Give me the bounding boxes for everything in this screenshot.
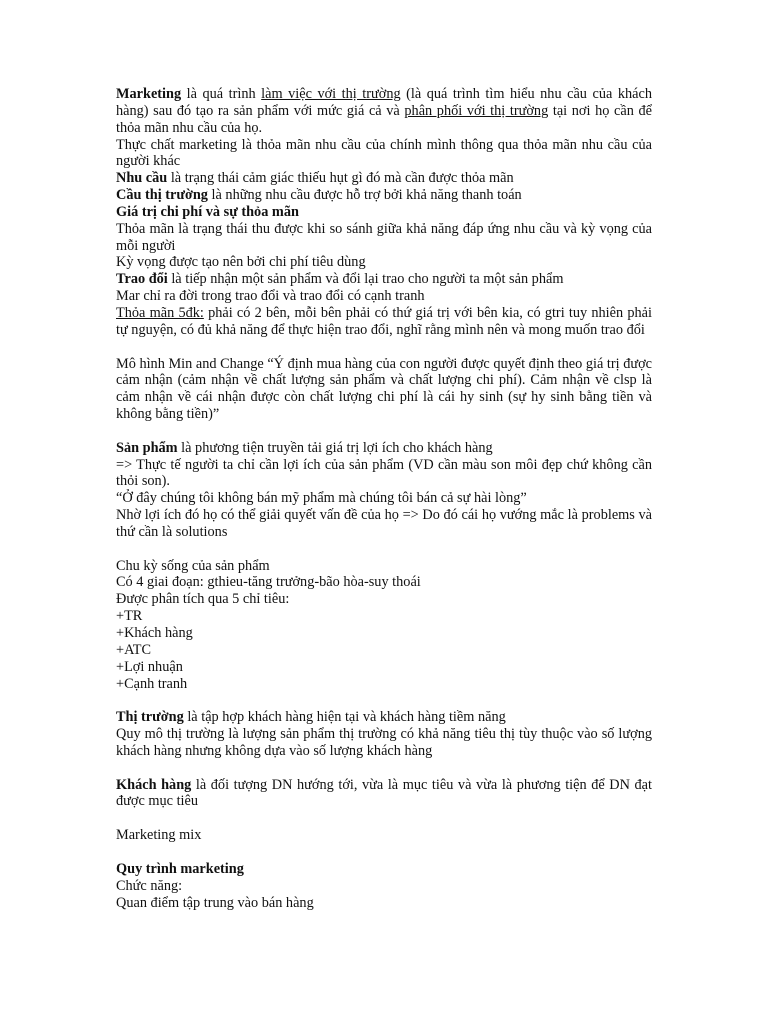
blank-line <box>116 692 652 709</box>
heading-value-cost-satisfaction <box>116 204 652 221</box>
blank-line <box>116 541 652 558</box>
paragraph-five-conditions <box>116 305 652 339</box>
paragraph-market-demand <box>116 187 652 204</box>
paragraph-min-and-change-model: Mô hình Min and Change “Ý định mua hàng của con người được quyết định theo giá trị được cảm nhận (cảm nhận về chất lượng sản phẩm và chất lượng chi phí). Cảm nhận về clsp là cảm nhận về cái nhận được còn chất lượng chi phí là cái hy sinh (sự hy sinh bằng tiền và không bằng tiền)” <box>116 355 652 423</box>
paragraph-text: là tập hợp khách hàng hiện tại và khách hàng tiềm năng <box>183 709 506 726</box>
paragraph-marketing-essence: Thực chất marketing là thỏa mãn nhu cầu của chính mình thông qua thỏa mãn nhu cầu của người khác <box>116 136 652 170</box>
paragraph-text: là tiếp nhận một sản phẩm và đổi lại trao cho người ta một sản phẩm <box>167 271 564 288</box>
term-market-demand: Cầu thị trường <box>116 187 208 204</box>
paragraph-text: là quá trình <box>181 86 262 102</box>
paragraph-text: là những nhu cầu được hỗ trợ bởi khả năng thanh toán <box>207 187 522 204</box>
underlined-phrase: phân phối với thị trường <box>404 102 549 119</box>
blank-line <box>116 339 652 356</box>
blank-line <box>116 844 652 861</box>
paragraph-five-indicators: Được phân tích qua 5 chỉ tiêu: <box>116 591 290 608</box>
paragraph-exchange <box>116 271 652 288</box>
term-customer: Khách hàng <box>116 776 192 793</box>
paragraph-need <box>116 170 652 187</box>
paragraph-mar-origin: Mar chỉ ra đời trong trao đổi và trao đổi có cạnh tranh <box>116 288 425 305</box>
list-item: +Khách hàng <box>116 625 193 641</box>
heading-text: Quy trình marketing <box>116 860 244 877</box>
paragraph-problems-solutions: Nhờ lợi ích đó họ có thể giải quyết vấn đề của họ => Do đó cái họ vướng mắc là problems và thứ cần là solutions <box>116 507 652 540</box>
paragraph-marketing-mix: Marketing mix <box>116 827 202 844</box>
paragraph-text: tại nơi họ cần để thỏa mãn nhu cầu của họ. <box>116 102 652 136</box>
blank-line <box>116 810 652 827</box>
paragraph-market <box>116 709 652 726</box>
list-item: +TR <box>116 608 143 625</box>
blank-line <box>116 760 652 777</box>
paragraph-customer <box>116 777 652 811</box>
paragraph-text: phải có 2 bên, mỗi bên phải có thứ giá trị với bên kia, có gtri tuy nhiên phải tự nguyện, có đủ khả năng để thực hiện trao đổi, nghĩ rằng mình nên và mong muốn trao đổi <box>116 304 652 338</box>
heading-text: Giá trị chi phí và sự thỏa mãn <box>116 203 299 220</box>
paragraph-expectation: Kỳ vọng được tạo nên bởi chi phí tiêu dùng <box>116 254 366 271</box>
list-item: +Lợi nhuận <box>116 658 183 675</box>
paragraph-product <box>116 440 652 457</box>
list-item: +ATC <box>116 641 152 658</box>
paragraph-market-size: Quy mô thị trường là lượng sản phẩm thị trường có khả năng tiêu thị tùy thuộc vào số lượng khách hàng nhưng không dựa vào số lượng khách hàng <box>116 726 652 759</box>
paragraph-function: Chức năng: <box>116 877 183 894</box>
underlined-phrase: làm việc với thị trường <box>261 86 401 102</box>
term-market: Thị trường <box>116 709 184 726</box>
paragraph-text: là trạng thái cảm giác thiếu hụt gì đó mà cần được thỏa mãn <box>167 170 514 187</box>
paragraph-quote: “Ở đây chúng tôi không bán mỹ phẩm mà chúng tôi bán cả sự hài lòng” <box>116 490 527 507</box>
paragraph-selling-concept: Quan điểm tập trung vào bán hàng <box>116 894 314 911</box>
paragraph-text: là đối tượng DN hướng tới, vừa là mục tiêu và vừa là phương tiện để DN đạt được mục tiêu <box>116 776 652 810</box>
list-item: +Cạnh tranh <box>116 675 188 692</box>
paragraph-text: là phương tiện truyền tải giá trị lợi ích cho khách hàng <box>177 439 493 456</box>
paragraph-product-life-cycle: Chu kỳ sống của sản phẩm <box>116 557 270 574</box>
heading-marketing-process <box>116 861 652 878</box>
term-need: Nhu cầu <box>116 170 168 187</box>
paragraph-four-stages: Có 4 giai đoạn: gthieu-tăng trưởng-bão hòa-suy thoái <box>116 574 421 591</box>
paragraph-satisfaction: Thỏa mãn là trạng thái thu được khi so sánh giữa khả năng đáp ứng nhu cầu và kỳ vọng của mỗi người <box>116 220 652 254</box>
paragraph-product-benefit: => Thực tế người ta chỉ cần lợi ích của sản phẩm (VD cần màu son môi đẹp chứ không cần thỏi son). <box>116 456 652 490</box>
blank-line <box>116 423 652 440</box>
term-five-conditions: Thỏa mãn 5đk: <box>116 304 204 321</box>
term-exchange: Trao đổi <box>116 271 168 288</box>
paragraph-marketing-definition <box>116 86 652 137</box>
paragraph-text: (là quá trình tìm hiểu nhu cầu của khách hàng) sau đó tạo ra sản phẩm với mức giá cả và <box>116 86 652 119</box>
term-marketing: Marketing <box>116 86 182 102</box>
term-product: Sản phẩm <box>116 439 178 456</box>
document-page <box>116 86 652 911</box>
